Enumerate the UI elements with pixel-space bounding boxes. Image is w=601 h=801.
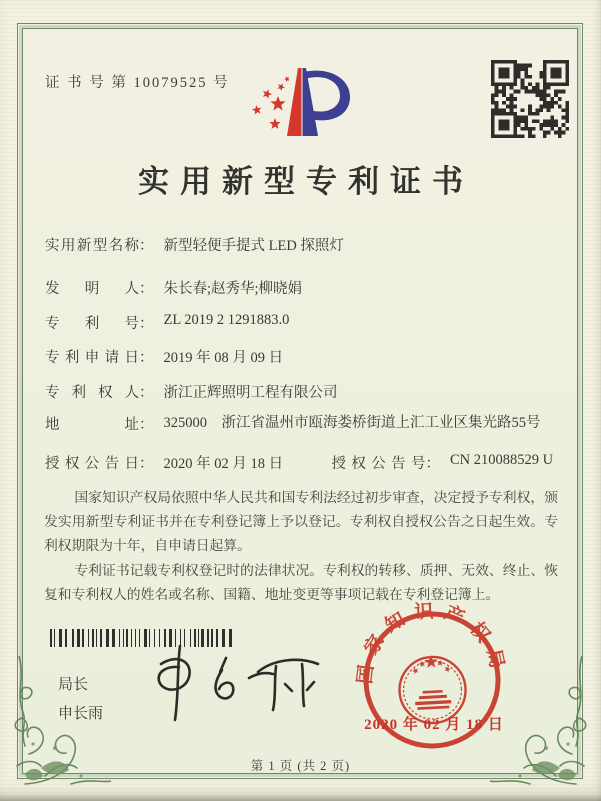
qr-code (491, 60, 569, 138)
field-label: 授权公告日 (45, 456, 139, 472)
field-value: 2020 年 02 月 18 日 (163, 456, 284, 472)
field-label: 专利号 (45, 316, 139, 332)
field-colon: ： (139, 417, 154, 433)
field-inventors (45, 277, 557, 298)
seal-date: 2020 年 02 月 18 日 (364, 717, 504, 733)
field-colon: ： (139, 238, 154, 254)
certificate-number: 证 书 号 第 10079525 号 (45, 75, 230, 91)
director-name: 申长雨 (58, 706, 104, 723)
cnipa-official-seal (346, 594, 518, 766)
director-block (58, 671, 103, 730)
field-colon: ： (139, 350, 154, 366)
field-label: 发明人 (45, 281, 139, 297)
svg-text:国家知识产权局 (350, 596, 511, 687)
field-value: CN 210088529 U (450, 452, 554, 468)
field-value: 浙江正辉照明工程有限公司 (163, 385, 338, 401)
field-value: 新型轻便手提式 LED 探照灯 (163, 238, 344, 254)
field-grant-row (45, 452, 557, 473)
field-label: 专利权人 (45, 385, 139, 401)
field-patentee (45, 381, 557, 402)
field-colon: ： (139, 456, 154, 472)
legal-body-text (44, 486, 558, 608)
field-patent-number (45, 312, 557, 333)
field-label: 实用新型名称 (45, 238, 139, 254)
field-value: 2019 年 08 月 09 日 (163, 350, 284, 366)
field-value: 朱长春;赵秀华;柳晓娟 (163, 281, 303, 297)
logo-red-wedge (287, 68, 302, 136)
certificate-title: 实用新型专利证书 (138, 164, 474, 199)
field-label: 授权公告号 (331, 456, 426, 472)
field-value: ZL 2019 2 1291883.0 (163, 312, 290, 328)
field-utility-model-name (45, 234, 557, 255)
field-filing-date (45, 346, 557, 367)
director-title: 局长 (58, 677, 89, 693)
field-colon: ： (425, 456, 440, 472)
cnipa-patent-logo (246, 42, 364, 152)
logo-stars (252, 76, 290, 129)
field-colon: ： (139, 281, 154, 297)
seal-ring-text: 国家知识产权局 (354, 600, 510, 686)
field-colon: ： (139, 385, 154, 401)
body-paragraph-2: 专利证书记载专利权登记时的法律状况。专利权的转移、质押、无效、终止、恢复和专利权人的姓名或名称、国籍、地址变更等事项记载在专利登记簿上。 (44, 563, 558, 602)
field-colon: ： (139, 316, 154, 332)
director-signature (146, 636, 341, 734)
page-number: 第 1 页 (共 2 页) (250, 759, 351, 773)
field-address (45, 413, 557, 435)
body-paragraph-1: 国家知识产权局依照中华人民共和国专利法经过初步审查，决定授予专利权，颁发实用新型专利证书并在专利登记簿上予以登记。专利权自授权公告之日起生效。专利权期限为十年，自申请日起算。 (44, 490, 558, 553)
field-value: 325000 浙江省温州市瓯海娄桥街道上汇工业区集光路55号 (163, 415, 541, 431)
field-label: 地址 (45, 417, 139, 433)
scan-bottom-shadow (0, 794, 601, 801)
field-label: 专利申请日 (45, 350, 139, 366)
